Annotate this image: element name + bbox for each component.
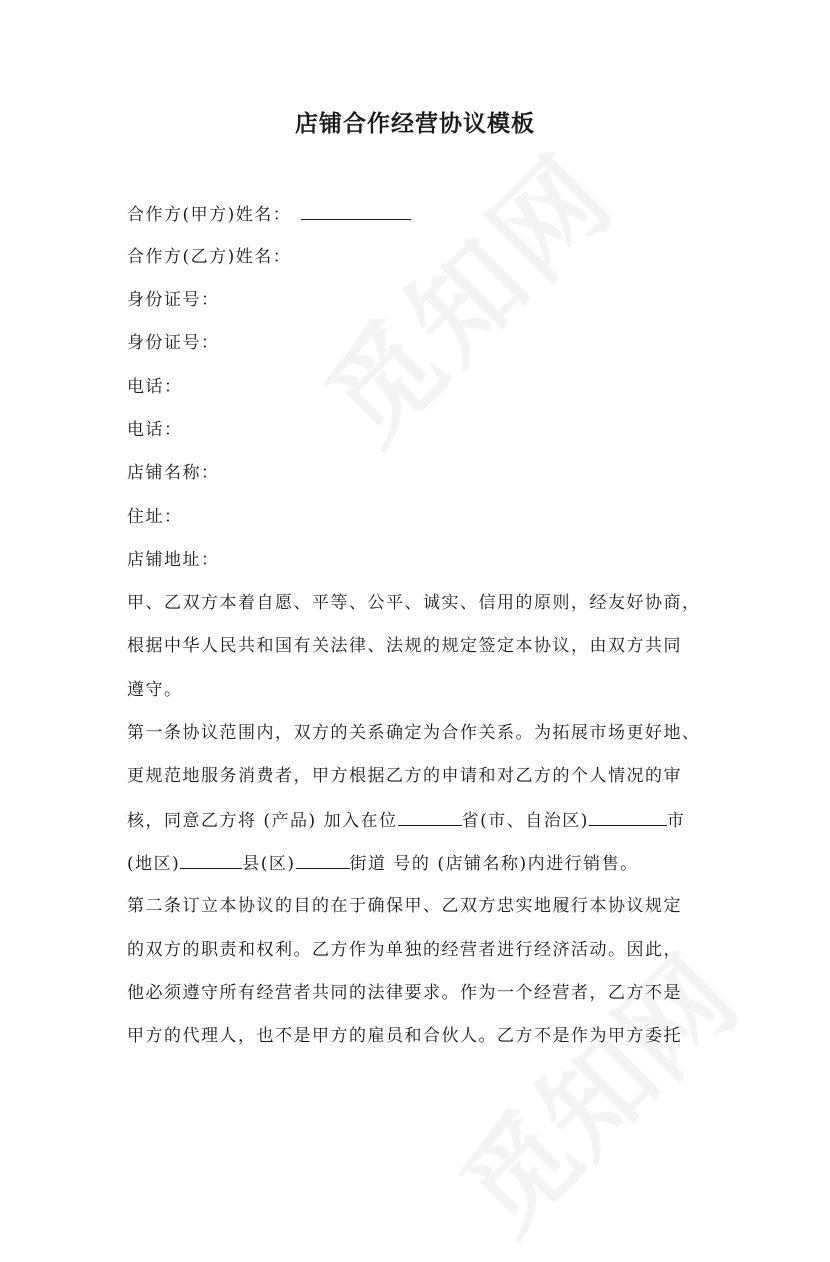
article1-line <box>127 808 685 833</box>
field-phone-b: 电话： <box>127 420 183 440</box>
field-shop-address: 店铺地址： <box>127 550 220 570</box>
article1-line <box>127 851 639 876</box>
field-party-a-name <box>127 202 411 227</box>
article2-line: 他必须遵守所有经营者共同的法律要求。作为一个经营者，乙方不是 <box>127 983 682 1003</box>
article1-text: 核，同意乙方将 (产品) 加入在位 <box>127 811 398 831</box>
article2-line: 甲方的代理人，也不是甲方的雇员和合伙人。乙方不是作为甲方委托 <box>127 1026 682 1046</box>
fill-blank <box>301 202 411 220</box>
field-party-b-name: 合作方(乙方)姓名： <box>127 247 292 267</box>
field-id-number-b: 身份证号： <box>127 333 220 353</box>
article1-text: (地区) <box>127 854 181 874</box>
article2-line: 第二条订立本协议的目的在于确保甲、乙双方忠实地履行本协议规定 <box>127 896 682 916</box>
field-phone-a: 电话： <box>127 377 183 397</box>
article1-text: 市 <box>666 811 686 831</box>
article1-text: 县(区) <box>242 854 296 874</box>
watermark <box>285 114 643 472</box>
area-blank <box>180 851 242 869</box>
city-blank <box>589 808 667 826</box>
field-id-number-a: 身份证号： <box>127 290 220 310</box>
field-address: 住址： <box>127 507 183 527</box>
article2-line: 的双方的职责和权利。乙方作为单独的经营者进行经济活动。因此， <box>127 940 682 960</box>
county-blank <box>296 851 350 869</box>
watermark-bottom <box>420 917 765 1262</box>
article1-line: 第一条协议范围内，双方的关系确定为合作关系。为拓展市场更好地、 <box>127 723 701 743</box>
intro-line: 遵守。 <box>127 680 183 700</box>
document-title: 店铺合作经营协议模板 <box>295 111 535 137</box>
article1-line: 更规范地服务消费者，甲方根据乙方的申请和对乙方的个人情况的审 <box>127 766 682 786</box>
intro-line: 根据中华人民共和国有关法律、法规的规定签定本协议，由双方共同 <box>127 636 682 656</box>
province-blank <box>398 808 462 826</box>
field-label: 合作方(甲方)姓名： <box>127 205 292 225</box>
article1-text: 省(市、自治区) <box>461 811 589 831</box>
article1-text: 街道 号的 (店铺名称)内进行销售。 <box>349 854 639 874</box>
intro-line: 甲、乙双方本着自愿、平等、公平、诚实、信用的原则，经友好协商， <box>127 593 701 613</box>
field-shop-name: 店铺名称： <box>127 463 220 483</box>
